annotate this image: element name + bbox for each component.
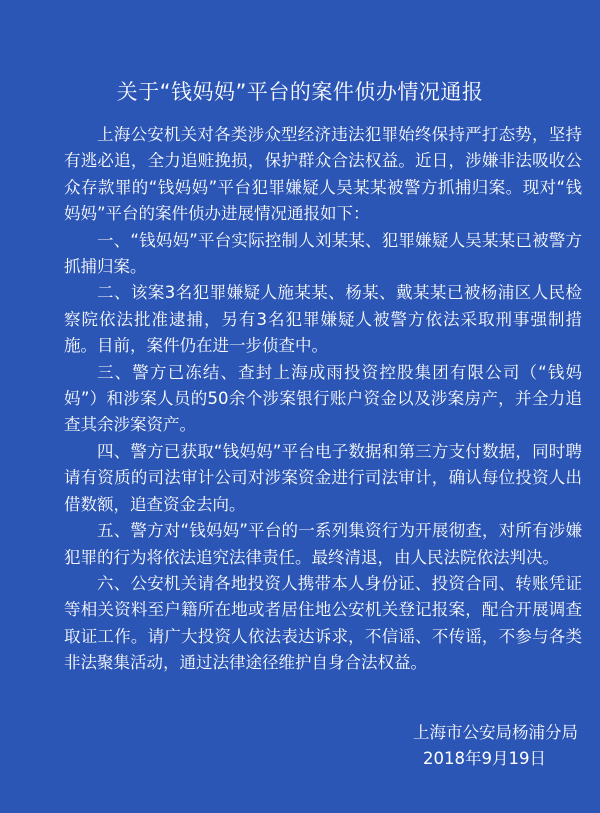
item-4-paragraph: 四、警方已获取“钱妈妈”平台电子数据和第三方支付数据，同时聘请有资质的司法审计公司对涉案资金进行司法审计，确认每位投资人出借数额，追查资金去向。: [64, 441, 582, 514]
item-1-paragraph: 一、“钱妈妈”平台实际控制人刘某某、犯罪嫌疑人吴某某已被警方抓捕归案。: [64, 230, 582, 277]
item-5-paragraph: 五、警方对“钱妈妈”平台的一系列集资行为开展彻查，对所有涉嫌犯罪的行为将依法追究法律责任。最终清退，由人民法院依法判决。: [64, 521, 582, 567]
item-6-paragraph: 六、公安机关请各地投资人携带本人身份证、投资合同、转账凭证等相关资料至户籍所在地或者居住地公安机关登记报案，配合开展调查取证工作。请广大投资人依法表达诉求，不信谣、不传谣，不参与各类非法聚集活动，通过法律途径维护自身合法权益。: [64, 573, 582, 673]
notice-body: [64, 122, 582, 677]
item-3-paragraph: 三、警方已冻结、查封上海成雨投资控股集团有限公司（“钱妈妈”）和涉案人员的50余个涉案银行账户资金以及涉案房产，并全力追查其余涉案资产。: [64, 362, 582, 435]
item-2-paragraph: 二、该案3名犯罪嫌疑人施某某、杨某、戴某某已被杨浦区人民检察院依法批准逮捕，另有3名犯罪嫌疑人被警方依法采取刑事强制措施。目前，案件仍在进一步侦查中。: [64, 283, 582, 356]
intro-paragraph: 上海公安机关对各类涉众型经济违法犯罪始终保持严打态势，坚持有逃必追，全力追赃挽损，保护群众合法权益。近日，涉嫌非法吸收公众存款罪的“钱妈妈”平台犯罪嫌疑人吴某某被警方抓捕归案。现对“钱妈妈”平台的案件侦办进展情况通报如下：: [64, 125, 582, 224]
signature-block: [318, 720, 578, 772]
notice-title: 关于“钱妈妈”平台的案件侦办情况通报: [116, 80, 484, 105]
issue-date: 2018年9月19日: [423, 749, 546, 768]
issuing-organization: 上海市公安局杨浦分局: [413, 723, 578, 742]
